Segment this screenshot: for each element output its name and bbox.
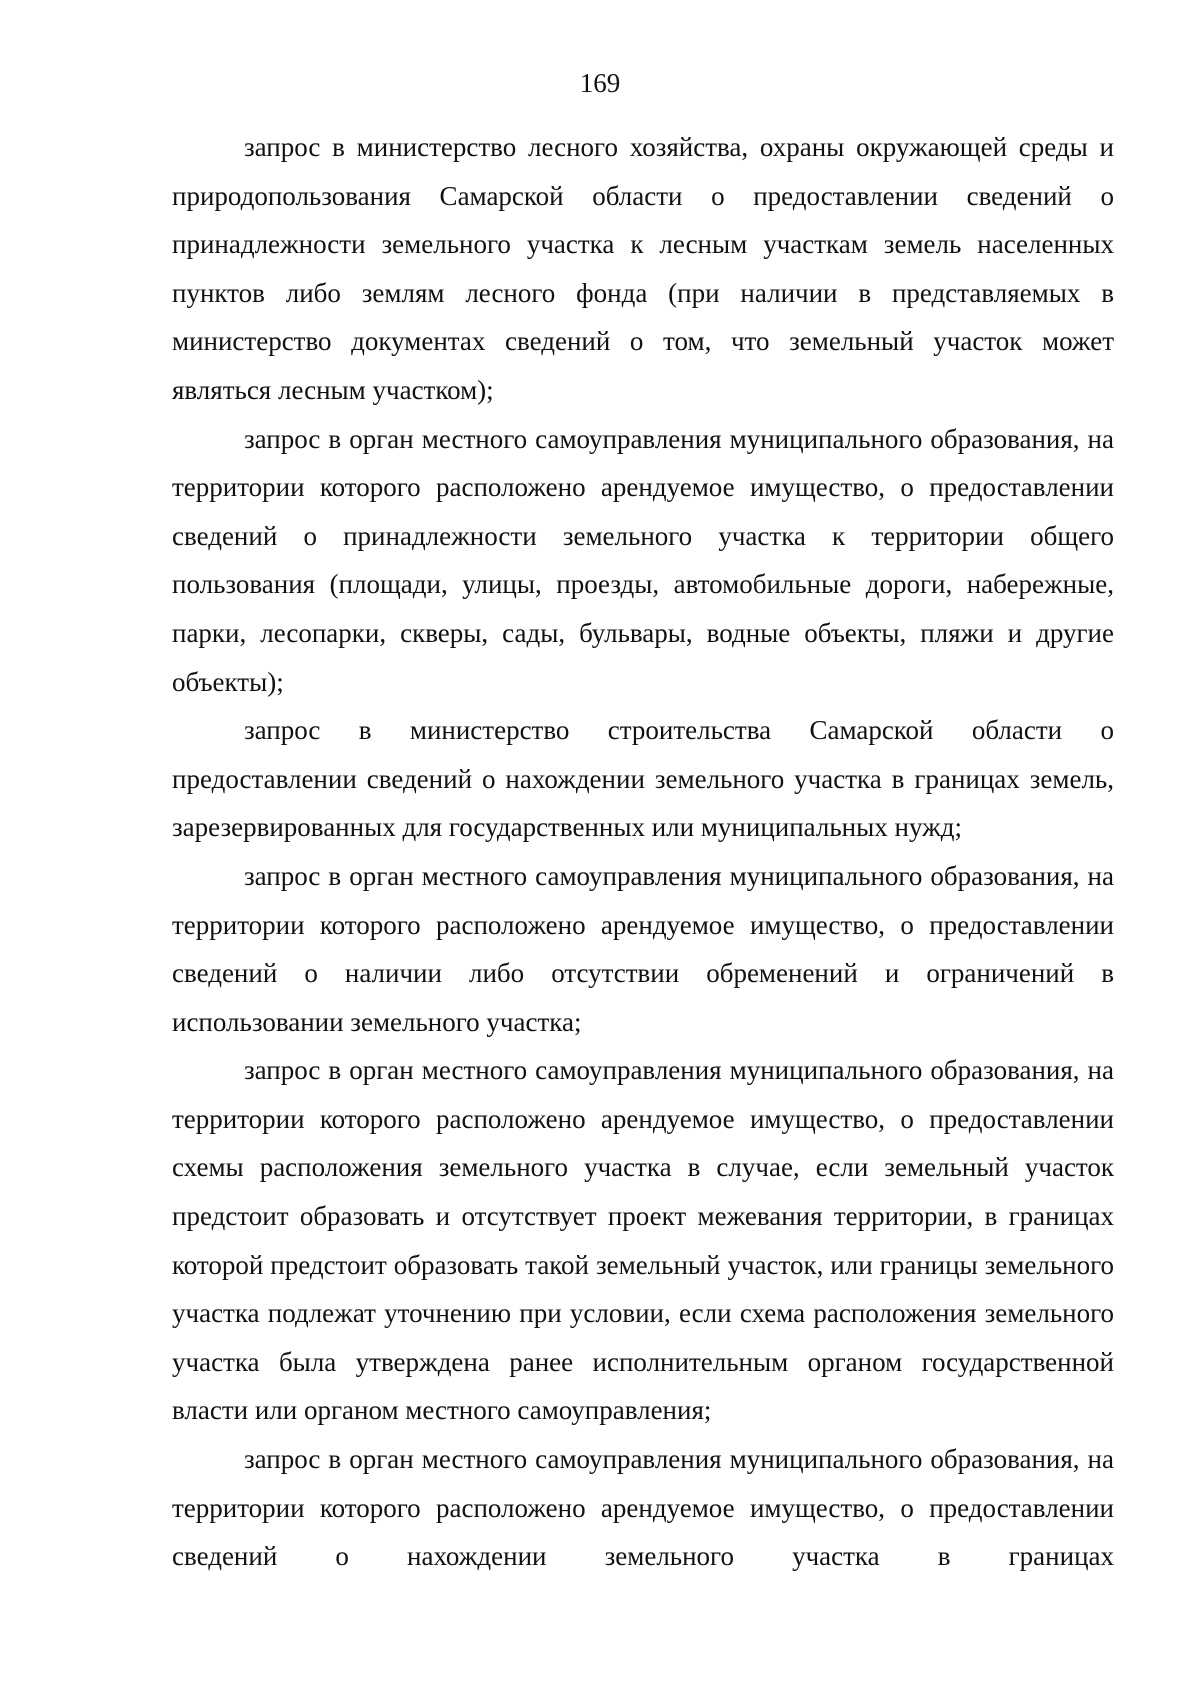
paragraph-public-territory-request: запрос в орган местного самоуправления муниципального образования, на территории которого расположено арендуемое имущество, о предоставлении сведений о принадлежности земельного участка к территории общего пользования (площади, улицы, проезды, автомобильные дороги, набережные, парки, лесопарки, скверы, сады, бульвары, водные объекты, пляжи и другие объекты); <box>172 423 1114 697</box>
paragraph-construction-ministry-request: запрос в министерство строительства Самарской области о предоставлении сведений о нахождении земельного участка в границах земель, зарезервированных для государственных или муниципальных нужд; <box>172 715 1114 843</box>
paragraph-encumbrances-request: запрос в орган местного самоуправления муниципального образования, на территории которого расположено арендуемое имущество, о предоставлении сведений о наличии либо отсутствии обременений и ограничений в использовании земельного участка; <box>172 860 1114 1037</box>
paragraph-forestry-request: запрос в министерство лесного хозяйства, охраны окружающей среды и природопользования Самарской области о предоставлении сведений о принадлежности земельного участка к лесным участкам земель населенных пунктов либо землям лесного фонда (при наличии в представляемых в министерство документах сведений о том, что земельный участок может являться лесным участком); <box>172 132 1114 405</box>
paragraph-boundaries-request: запрос в орган местного самоуправления муниципального образования, на территории которого расположено арендуемое имущество, о предоставлении сведений о нахождении земельного участка в границах <box>172 1444 1114 1572</box>
paragraph-site-scheme-request: запрос в орган местного самоуправления муниципального образования, на территории которого расположено арендуемое имущество, о предоставлении схемы расположения земельного участка в случае, если земельный участок предстоит образовать и отсутствует проект межевания территории, в границах которой предстоит образовать такой земельный участок, или границы земельного участка подлежат уточнению при условии, если схема расположения земельного участка была утверждена ранее исполнительным органом государственной власти или органом местного самоуправления; <box>172 1055 1114 1426</box>
page-number: 169 <box>579 68 621 98</box>
document-body <box>172 123 1114 1581</box>
